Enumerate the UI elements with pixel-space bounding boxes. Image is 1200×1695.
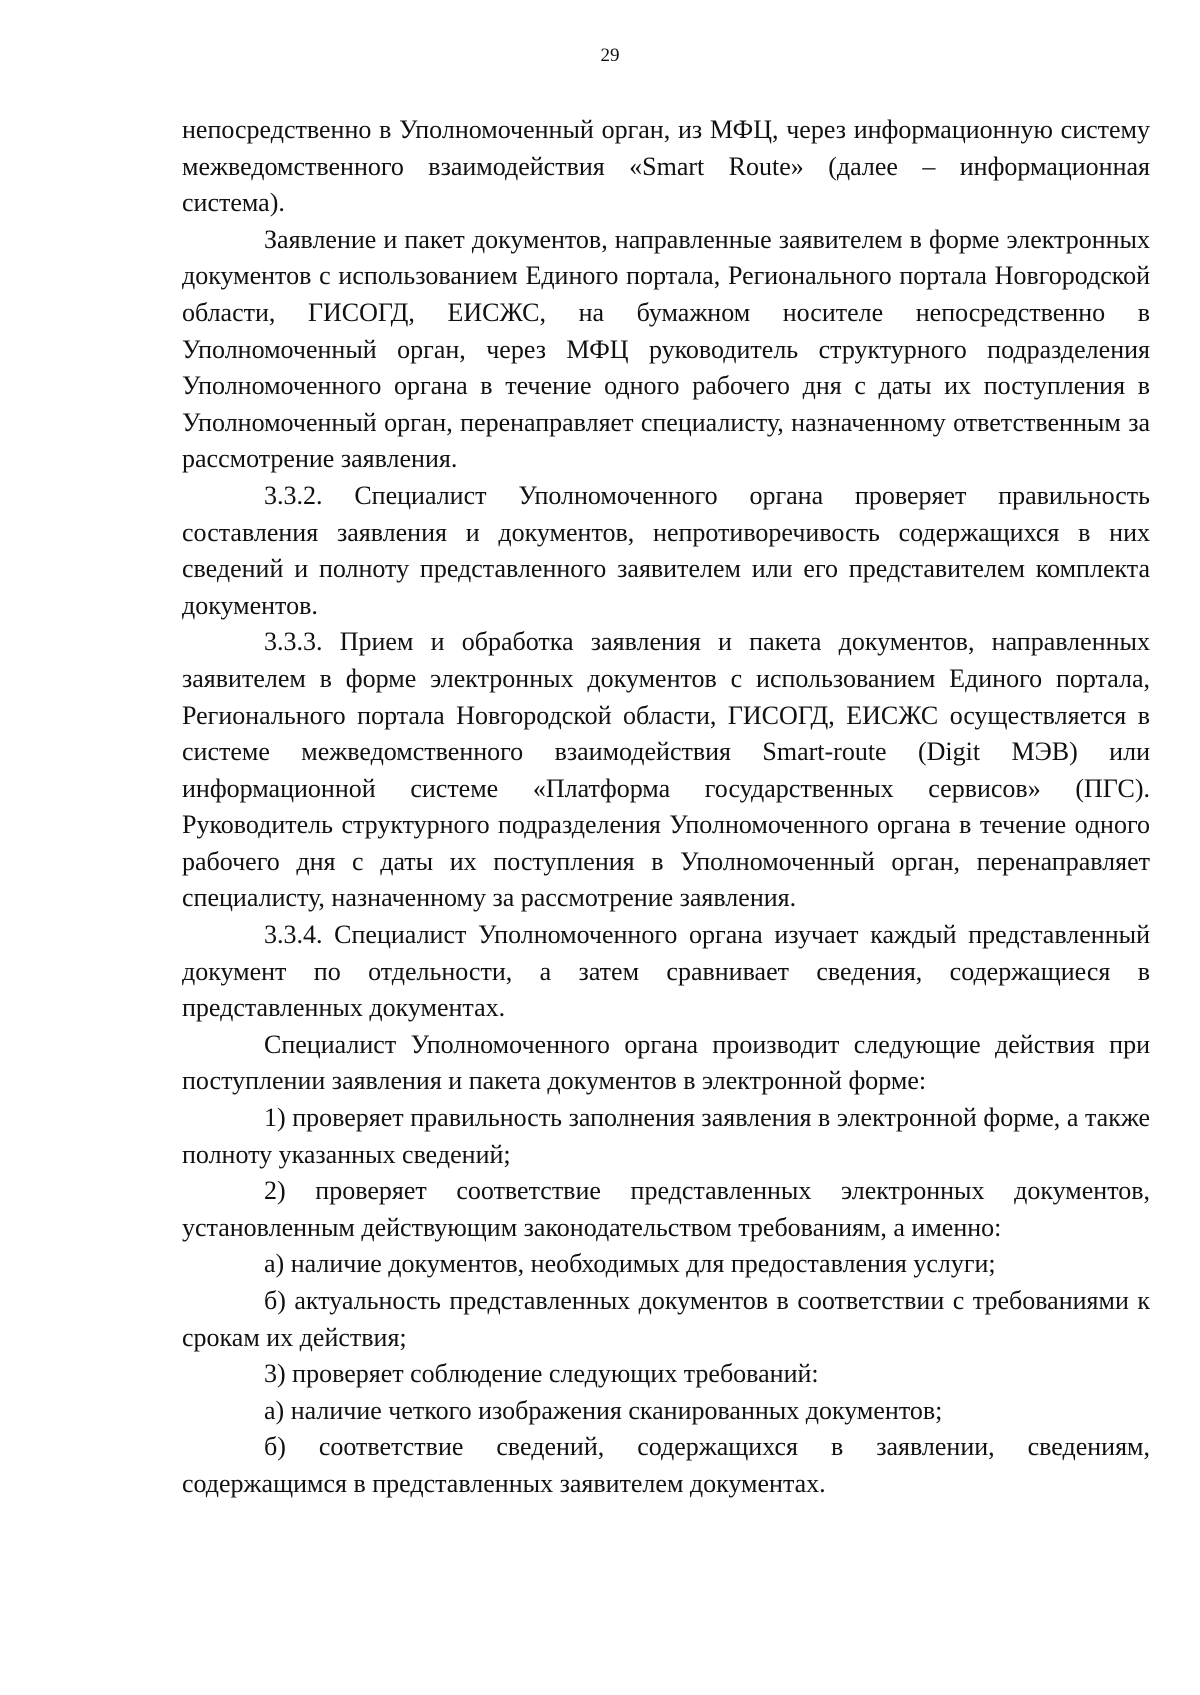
list-item: б) соответствие сведений, содержащихся в заявлении, сведениям, содержащимся в представленных заявителем документах. (182, 1432, 1150, 1498)
paragraph: 3.3.2. Специалист Уполномоченного органа проверяет правильность составления заявления и документов, непротиворечивость содержащихся в них сведений и полноту представленного заявителем или его представителем комплекта документов. (182, 480, 1150, 620)
page-number: 29 (600, 45, 620, 66)
document-body (182, 112, 1150, 1503)
list-item: 3) проверяет соблюдение следующих требований: (264, 1359, 819, 1389)
list-item: а) наличие четкого изображения сканированных документов; (264, 1395, 943, 1425)
paragraph: непосредственно в Уполномоченный орган, из МФЦ, через информационную систему межведомственного взаимодействия «Smart Route» (далее – информационная система). (182, 115, 1150, 218)
list-item: 2) проверяет соответствие представленных электронных документов, установленным действующим законодательством требованиям, а именно: (182, 1176, 1150, 1242)
list-item: а) наличие документов, необходимых для предоставления услуги; (264, 1249, 996, 1279)
list-item: 1) проверяет правильность заполнения заявления в электронной форме, а также полноту указанных сведений; (182, 1103, 1150, 1169)
paragraph: 3.3.3. Прием и обработка заявления и пакета документов, направленных заявителем в форме электронных документов с использованием Единого портала, Регионального портала Новгородской области, ГИСОГД, ЕИСЖС осуществляется в системе межведомственного взаимодействия Smart-route (Digit МЭВ) или информационной системе «Платформа государственных сервисов» (ПГС). Руководитель структурного подразделения Уполномоченного органа в течение одного рабочего дня с даты их поступления в Уполномоченный орган, перенаправляет специалисту, назначенному за рассмотрение заявления. (182, 627, 1150, 913)
paragraph: Специалист Уполномоченного органа производит следующие действия при поступлении заявления и пакета документов в электронной форме: (182, 1029, 1150, 1096)
paragraph: 3.3.4. Специалист Уполномоченного органа изучает каждый представленный документ по отдельности, а затем сравнивает сведения, содержащиеся в представленных документах. (182, 920, 1150, 1023)
paragraph: Заявление и пакет документов, направленные заявителем в форме электронных документов с использованием Единого портала, Регионального портала Новгородской области, ГИСОГД, ЕИСЖС, на бумажном носителе непосредственно в Уполномоченный орган, через МФЦ руководитель структурного подразделения Уполномоченного органа в течение одного рабочего дня с даты их поступления в Уполномоченный орган, перенаправляет специалисту, назначенному ответственным за рассмотрение заявления. (182, 224, 1150, 474)
list-item: б) актуальность представленных документов в соответствии с требованиями к срокам их действия; (182, 1286, 1150, 1352)
